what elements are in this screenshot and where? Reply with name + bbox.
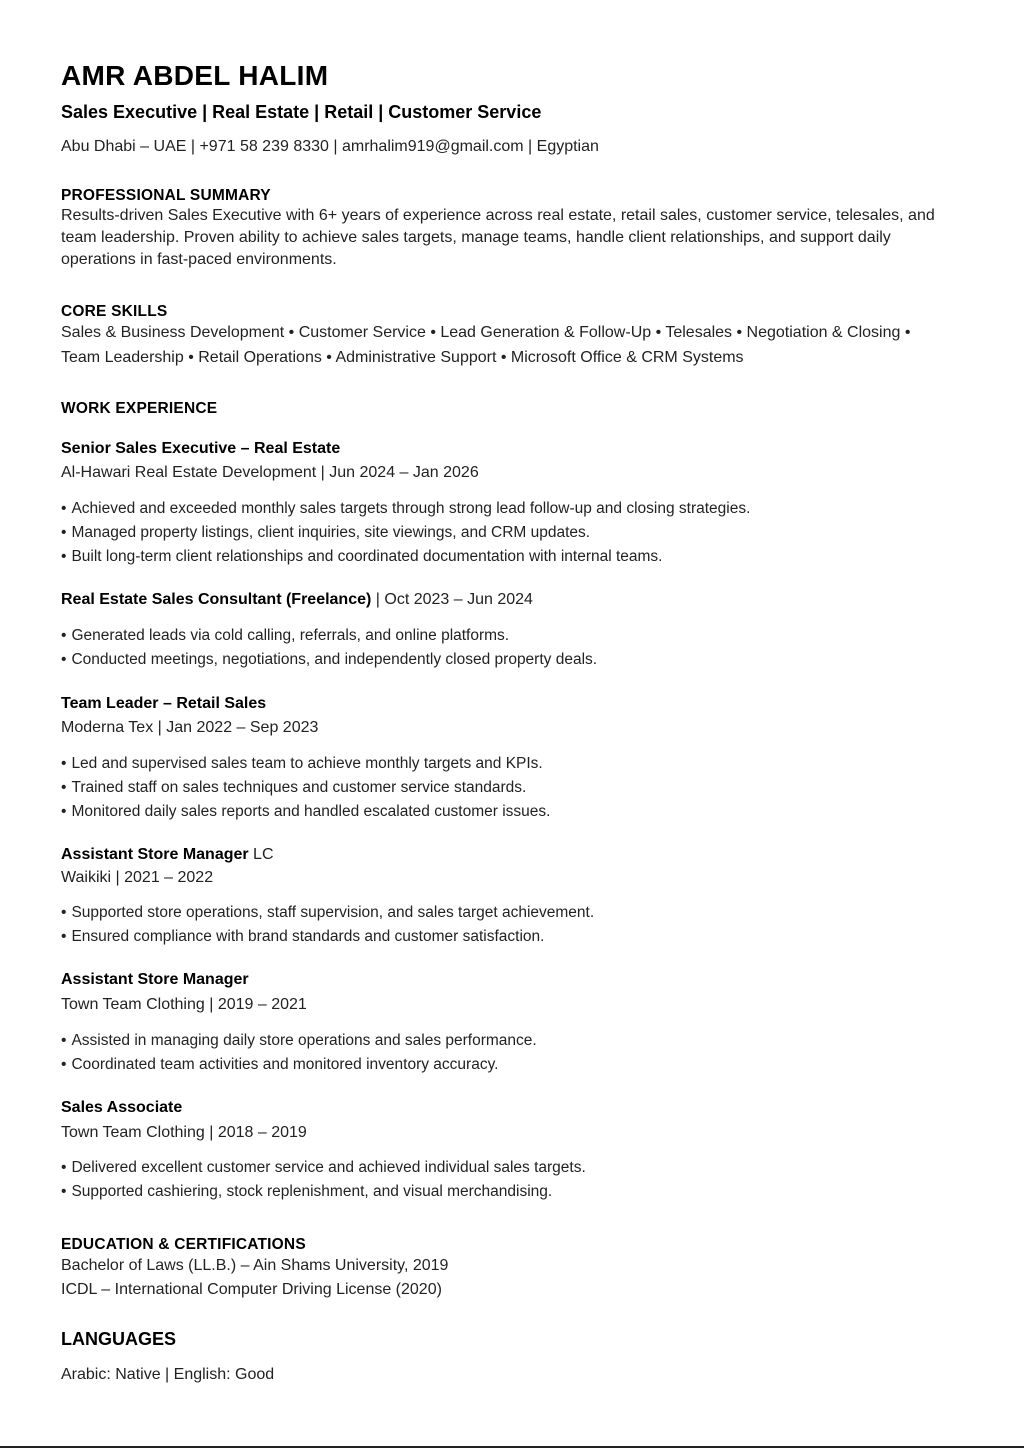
candidate-name: AMR ABDEL HALIM	[61, 60, 329, 91]
contact-line: Abu Dhabi – UAE | +971 58 239 8330 | amrhalim919@gmail.com | Egyptian	[61, 138, 599, 155]
education-line: ICDL – International Computer Driving License (2020)	[61, 1281, 442, 1298]
job-bullets	[61, 752, 550, 824]
headline: Sales Executive | Real Estate | Retail | Customer Service	[61, 102, 542, 122]
languages-heading: LANGUAGES	[61, 1329, 177, 1349]
bullet-item: • Assisted in managing daily store operations and sales performance.	[61, 1029, 537, 1053]
bullet-item: • Achieved and exceeded monthly sales targets through strong lead follow-up and closing strategies.	[61, 497, 750, 521]
job-bullets	[61, 1029, 537, 1077]
summary-text: Results-driven Sales Executive with 6+ years of experience across real estate, retail sales, customer service, telesales, and team leadership. Proven ability to achieve sales targets, manage teams, handle client relationships, and support daily operations in fast-paced environments.	[61, 207, 935, 268]
bullet-item: • Ensured compliance with brand standards and customer satisfaction.	[61, 925, 594, 949]
job-title: Team Leader – Retail Sales	[61, 695, 267, 712]
bullet-item: • Generated leads via cold calling, referrals, and online platforms.	[61, 624, 597, 648]
bullet-item: • Led and supervised sales team to achieve monthly targets and KPIs.	[61, 752, 550, 776]
education-heading: EDUCATION & CERTIFICATIONS	[61, 1236, 306, 1253]
bullet-item: • Managed property listings, client inquiries, site viewings, and CRM updates.	[61, 521, 750, 545]
job-title: Assistant Store Manager LC	[61, 846, 274, 863]
job-company: Waikiki | 2021 – 2022	[61, 869, 214, 886]
job-company: Moderna Tex | Jan 2022 – Sep 2023	[61, 719, 319, 736]
job-bullets	[61, 624, 597, 672]
bullet-item: • Monitored daily sales reports and handled escalated customer issues.	[61, 800, 550, 824]
experience-heading: WORK EXPERIENCE	[61, 400, 218, 417]
summary-heading: PROFESSIONAL SUMMARY	[61, 187, 271, 204]
languages-text: Arabic: Native | English: Good	[61, 1366, 275, 1383]
job-title: Senior Sales Executive – Real Estate	[61, 440, 341, 457]
education-line: Bachelor of Laws (LL.B.) – Ain Shams University, 2019	[61, 1257, 449, 1274]
bullet-item: • Built long-term client relationships and coordinated documentation with internal teams.	[61, 545, 750, 569]
job-company: Town Team Clothing | 2019 – 2021	[61, 996, 307, 1013]
job-company: Al-Hawari Real Estate Development | Jun 2024 – Jan 2026	[61, 464, 479, 481]
bullet-item: • Coordinated team activities and monitored inventory accuracy.	[61, 1053, 537, 1077]
job-title: Assistant Store Manager	[61, 971, 249, 988]
job-bullets	[61, 497, 750, 569]
bullet-item: • Supported store operations, staff supervision, and sales target achievement.	[61, 901, 594, 925]
job-company: Town Team Clothing | 2018 – 2019	[61, 1124, 307, 1141]
bullet-item: • Conducted meetings, negotiations, and independently closed property deals.	[61, 648, 597, 672]
page-bottom-divider	[0, 1446, 1024, 1448]
job-title: Real Estate Sales Consultant (Freelance) | Oct 2023 – Jun 2024	[61, 591, 533, 608]
bullet-item: • Trained staff on sales techniques and customer service standards.	[61, 776, 550, 800]
bullet-item: • Supported cashiering, stock replenishment, and visual merchandising.	[61, 1180, 586, 1204]
job-bullets	[61, 901, 594, 949]
bullet-item: • Delivered excellent customer service and achieved individual sales targets.	[61, 1156, 586, 1180]
job-bullets	[61, 1156, 586, 1204]
skills-text: Sales & Business Development • Customer Service • Lead Generation & Follow-Up • Telesales • Negotiation & Closing • Team Leadership • Retail Operations • Administrative Support • Microsoft Office & CRM Systems	[61, 324, 911, 366]
skills-heading: CORE SKILLS	[61, 303, 168, 320]
job-title: Sales Associate	[61, 1099, 183, 1116]
